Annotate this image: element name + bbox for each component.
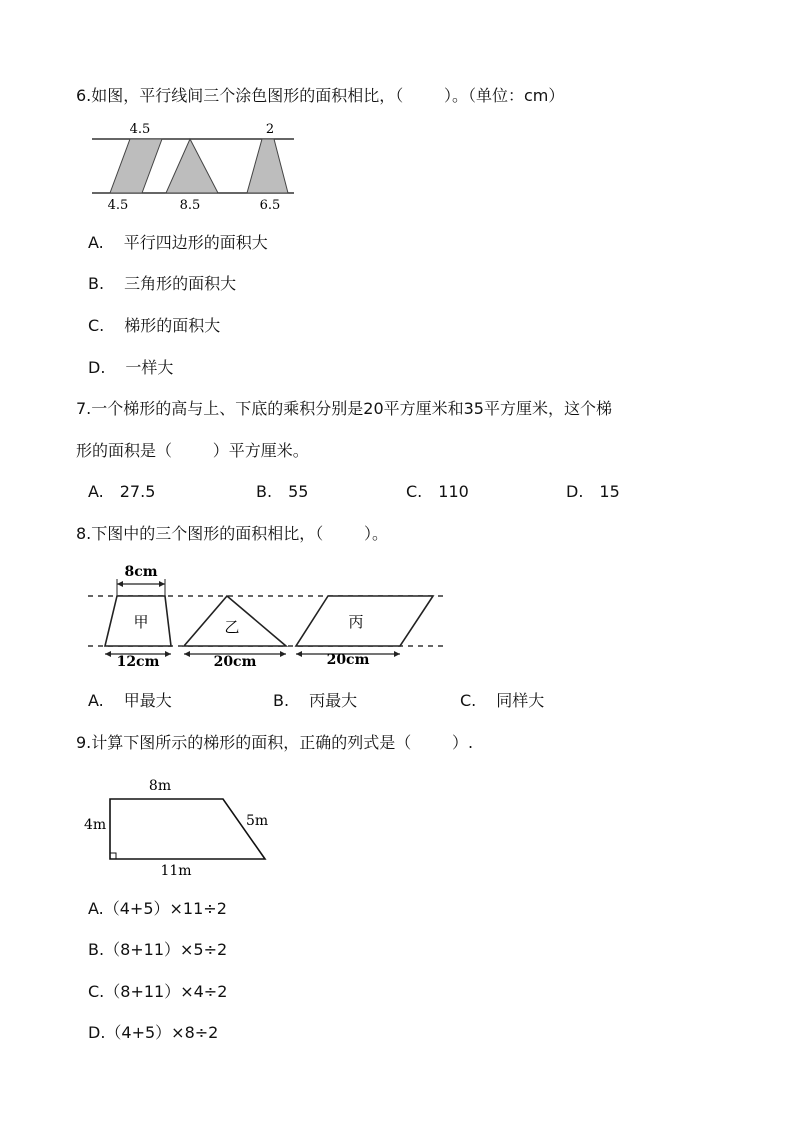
option-text: 一样大 — [125, 358, 174, 377]
q8-parallelogram-bing — [296, 596, 433, 646]
q6-option-a[interactable] — [88, 232, 268, 254]
q7-stem-line2: 形的面积是（ ）平方厘米。 — [76, 441, 309, 460]
q7-stem-line1: 7.一个梯形的高与上、下底的乘积分别是20平方厘米和35平方厘米，这个梯 — [76, 399, 612, 418]
q9-label-bottom: 11m — [160, 863, 192, 879]
q9-option-a[interactable]: A.（4+5）×11÷2 — [88, 899, 227, 918]
q8-para-bottom-arrow-right — [394, 651, 400, 657]
q8-label-yi: 乙 — [224, 618, 240, 636]
q6-label-top-trapezoid: 2 — [265, 122, 275, 137]
q7-option-a[interactable] — [88, 481, 155, 503]
q6-stem: 6.如图，平行线间三个涂色图形的面积相比，（ ）。（单位：cm） — [76, 86, 565, 105]
option-text: 同样大 — [496, 691, 545, 710]
q8-label-triangle-bottom: 20cm — [213, 654, 257, 670]
option-text: 27.5 — [119, 482, 156, 501]
q9-figure — [80, 775, 280, 880]
q8-label-jia: 甲 — [133, 613, 149, 631]
option-letter: C. — [460, 691, 477, 710]
q6-label-bottom-parallelogram: 4.5 — [107, 198, 129, 213]
option-text: 甲最大 — [123, 691, 172, 710]
q9-option-d[interactable]: D.（4+5）×8÷2 — [88, 1023, 219, 1042]
q9-label-left: 4m — [84, 817, 107, 833]
q8-para-bottom-arrow-left — [296, 651, 302, 657]
option-text: 平行四边形的面积大 — [123, 233, 268, 252]
option-letter: A. — [88, 482, 104, 501]
q8-option-a[interactable] — [88, 690, 172, 712]
option-text: 丙最大 — [309, 691, 358, 710]
q9-option-b[interactable]: B.（8+11）×5÷2 — [88, 940, 228, 959]
q9-label-top: 8m — [148, 778, 172, 794]
q6-label-bottom-triangle: 8.5 — [179, 198, 201, 213]
option-letter: D. — [88, 358, 106, 377]
q9-stem: 9.计算下图所示的梯形的面积，正确的列式是（ ）. — [76, 733, 474, 752]
q6-option-c[interactable] — [88, 315, 220, 337]
q6-parallelogram — [110, 139, 162, 193]
q9-option-c[interactable]: C.（8+11）×4÷2 — [88, 982, 228, 1001]
q8-option-c[interactable] — [460, 690, 544, 712]
q8-label-trapezoid-bottom: 12cm — [116, 654, 160, 670]
option-letter: A. — [88, 233, 104, 252]
option-text: 三角形的面积大 — [124, 274, 237, 293]
q8-label-trapezoid-top: 8cm — [124, 564, 158, 580]
option-text: 110 — [438, 482, 469, 501]
q8-trap-top-arrow-right — [159, 581, 165, 587]
option-letter: B. — [88, 274, 105, 293]
option-letter: D. — [566, 482, 584, 501]
q8-tri-bottom-arrow-left — [184, 651, 190, 657]
q8-stem: 8.下图中的三个图形的面积相比，（ ）。 — [76, 524, 388, 543]
q6-trapezoid — [247, 139, 288, 193]
q6-option-b[interactable] — [88, 273, 236, 295]
q6-option-d[interactable] — [88, 357, 173, 379]
option-letter: C. — [406, 482, 423, 501]
option-letter: A. — [88, 691, 104, 710]
q6-figure — [80, 115, 310, 215]
option-letter: B. — [273, 691, 290, 710]
q7-option-d[interactable] — [566, 481, 620, 503]
q9-label-right: 5m — [246, 813, 269, 829]
q9-right-trapezoid — [110, 799, 265, 859]
option-text: 15 — [599, 482, 620, 501]
q8-tri-bottom-arrow-right — [280, 651, 286, 657]
option-letter: C. — [88, 316, 105, 335]
q8-trap-top-arrow-left — [117, 581, 123, 587]
q8-trap-bottom-arrow-left — [105, 651, 111, 657]
q6-label-top-parallelogram: 4.5 — [129, 122, 151, 137]
q6-label-bottom-trapezoid: 6.5 — [259, 198, 281, 213]
q8-trap-bottom-arrow-right — [165, 651, 171, 657]
option-text: 55 — [288, 482, 309, 501]
q7-option-b[interactable] — [256, 481, 308, 503]
q8-option-b[interactable] — [273, 690, 357, 712]
option-text: 梯形的面积大 — [124, 316, 221, 335]
q8-figure — [80, 560, 450, 675]
option-letter: B. — [256, 482, 273, 501]
q6-triangle — [166, 139, 218, 193]
q7-option-c[interactable] — [406, 481, 469, 503]
q8-label-bing: 丙 — [348, 613, 364, 631]
q8-label-parallelogram-bottom: 20cm — [326, 652, 370, 668]
